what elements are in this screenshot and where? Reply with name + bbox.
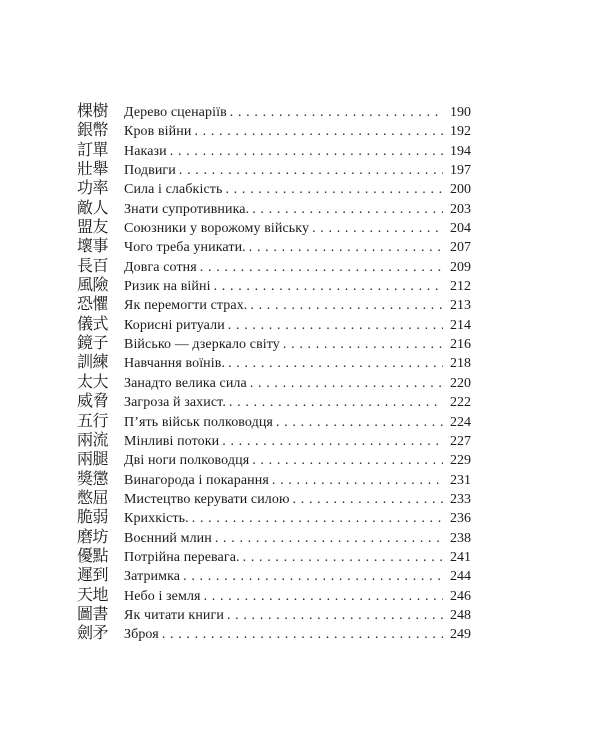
toc-entry-page-number: 207	[450, 240, 471, 256]
toc-entry-page-number: 213	[450, 298, 471, 314]
toc-entry-page-number: 200	[450, 182, 471, 198]
toc-dot-leader	[252, 200, 443, 219]
toc-dot-leader	[179, 161, 443, 180]
toc-dot-leader	[272, 471, 443, 490]
toc-entry-page-number: 246	[450, 588, 471, 604]
toc-entry-page-number: 236	[450, 511, 471, 527]
toc-entry-title: Воєнний млин	[124, 530, 212, 546]
toc-dot-leader	[227, 606, 443, 625]
toc-entry-title: Занадто велика сила	[124, 375, 247, 391]
toc-entry	[77, 198, 471, 217]
toc-entry-glyphs: 脆弱	[77, 507, 109, 527]
toc-entry-page-number: 214	[450, 317, 471, 333]
toc-dot-leader	[312, 219, 443, 238]
toc-dot-leader	[222, 432, 443, 451]
toc-entry-glyphs: 獎懲	[77, 468, 109, 488]
toc-entry-page-number: 227	[450, 433, 471, 449]
toc-dot-leader	[228, 354, 443, 373]
toc-entry-glyphs: 訓練	[77, 352, 109, 372]
toc-entry-title: Загроза й захист.	[124, 395, 226, 411]
toc-entry	[77, 585, 471, 604]
toc-dot-leader	[200, 258, 443, 277]
toc-entry-glyphs: 敵人	[77, 197, 109, 217]
toc-entry	[77, 449, 471, 468]
toc-dot-leader	[293, 490, 443, 509]
toc-entry-page-number: 216	[450, 337, 471, 353]
toc-entry-title: Винагорода і покарання	[124, 472, 269, 488]
toc-entry-glyphs: 棵樹	[77, 101, 109, 120]
toc-entry	[77, 217, 471, 236]
toc-dot-leader	[252, 451, 443, 470]
toc-dot-leader	[283, 335, 443, 354]
toc-entry	[77, 140, 471, 159]
toc-entry-glyphs: 儀式	[77, 313, 109, 333]
toc-entry-glyphs: 太大	[77, 371, 109, 391]
toc-entry-glyphs: 盟友	[77, 217, 109, 237]
toc-dot-leader	[214, 277, 443, 296]
toc-entry-glyphs: 恐懼	[77, 294, 109, 314]
toc-entry-page-number: 203	[450, 201, 471, 217]
toc-dot-leader	[229, 393, 443, 412]
toc-entry-title: Союзники у ворожому війську	[124, 221, 310, 237]
toc-entry	[77, 604, 471, 623]
toc-entry	[77, 391, 471, 410]
toc-entry-title: Зброя	[124, 627, 159, 643]
toc-entry-page-number: 204	[450, 221, 471, 237]
toc-dot-leader	[162, 625, 443, 644]
toc-entry-glyphs: 優點	[77, 545, 109, 565]
toc-entry	[77, 469, 471, 488]
toc-entry-title: Військо — дзеркало світу	[124, 337, 280, 353]
toc-entry-glyphs: 鏡子	[77, 333, 109, 353]
toc-entry	[77, 507, 471, 526]
toc-entry-title: Мистецтво керувати силою	[124, 491, 290, 507]
table-of-contents	[77, 101, 471, 643]
toc-entry-page-number: 238	[450, 530, 471, 546]
toc-entry	[77, 236, 471, 255]
toc-entry	[77, 488, 471, 507]
toc-entry-title: Сила і слабкість	[124, 182, 223, 198]
toc-entry-title: Корисні ритуали	[124, 317, 225, 333]
toc-entry-glyphs: 壯舉	[77, 159, 109, 179]
toc-entry-page-number: 194	[450, 143, 471, 159]
toc-dot-leader	[192, 509, 443, 528]
toc-entry-title: Довга сотня	[124, 259, 197, 275]
toc-entry-page-number: 224	[450, 414, 471, 430]
toc-dot-leader	[228, 316, 443, 335]
toc-entry-page-number: 218	[450, 356, 471, 372]
toc-entry-glyphs: 壞事	[77, 236, 109, 256]
toc-entry-glyphs: 兩腿	[77, 449, 109, 469]
toc-entry-page-number: 220	[450, 375, 471, 391]
toc-entry-page-number: 229	[450, 453, 471, 469]
toc-dot-leader	[170, 142, 443, 161]
toc-entry	[77, 430, 471, 449]
toc-entry-title: Дерево сценаріїв	[124, 105, 227, 120]
toc-entry-glyphs: 威脅	[77, 391, 109, 411]
toc-entry-title: Знати супротивника.	[124, 201, 250, 217]
toc-dot-leader	[250, 296, 443, 315]
toc-dot-leader	[194, 122, 443, 141]
toc-entry-title: Чого треба уникати.	[124, 240, 246, 256]
toc-entry	[77, 294, 471, 313]
toc-entry-glyphs: 訂單	[77, 139, 109, 159]
toc-entry-glyphs: 遲到	[77, 565, 109, 585]
toc-entry-title: Навчання воїнів.	[124, 356, 226, 372]
toc-dot-leader	[249, 238, 443, 257]
toc-dot-leader	[243, 548, 443, 567]
toc-entry	[77, 546, 471, 565]
toc-entry-page-number: 249	[450, 627, 471, 643]
toc-entry	[77, 411, 471, 430]
toc-entry-glyphs: 風險	[77, 275, 109, 295]
toc-entry-title: Як читати книги	[124, 607, 224, 623]
toc-dot-leader	[215, 529, 443, 548]
toc-entry-page-number: 233	[450, 491, 471, 507]
toc-entry	[77, 120, 471, 139]
toc-entry	[77, 178, 471, 197]
toc-entry-title: Накази	[124, 143, 167, 159]
toc-entry	[77, 372, 471, 391]
toc-entry	[77, 101, 471, 120]
toc-entry-title: Подвиги	[124, 163, 176, 179]
toc-entry-page-number: 212	[450, 279, 471, 295]
toc-entry-title: Ризик на війні	[124, 279, 211, 295]
toc-entry	[77, 159, 471, 178]
toc-entry	[77, 256, 471, 275]
toc-entry	[77, 565, 471, 584]
toc-entry-page-number: 197	[450, 163, 471, 179]
toc-entry-glyphs: 磨坊	[77, 526, 109, 546]
toc-entry-title: П’ять військ полководця	[124, 414, 273, 430]
toc-entry-title: Мінливі потоки	[124, 433, 220, 449]
toc-entry	[77, 352, 471, 371]
toc-entry	[77, 275, 471, 294]
toc-dot-leader	[250, 374, 443, 393]
toc-entry-title: Як перемогти страх.	[124, 298, 248, 314]
toc-entry	[77, 623, 471, 642]
toc-entry-page-number: 192	[450, 124, 471, 140]
toc-entry-glyphs: 長百	[77, 255, 109, 275]
toc-entry	[77, 314, 471, 333]
toc-entry-glyphs: 功率	[77, 178, 109, 198]
toc-dot-leader	[276, 413, 443, 432]
toc-entry-title: Крихкість.	[124, 511, 189, 527]
toc-dot-leader	[225, 180, 443, 199]
toc-entry-title: Потрійна перевага.	[124, 549, 240, 565]
toc-entry-page-number: 209	[450, 259, 471, 275]
toc-entry-title: Дві ноги полководця	[124, 453, 250, 469]
toc-entry-glyphs: 圖書	[77, 603, 109, 623]
toc-entry-glyphs: 銀幣	[77, 120, 109, 140]
toc-entry	[77, 527, 471, 546]
toc-dot-leader	[183, 567, 443, 586]
toc-entry	[77, 333, 471, 352]
toc-entry-title: Затримка	[124, 569, 181, 585]
toc-entry-page-number: 241	[450, 549, 471, 565]
toc-entry-title: Небо і земля	[124, 588, 201, 604]
toc-entry-page-number: 190	[450, 105, 471, 120]
toc-entry-glyphs: 劍矛	[77, 623, 109, 643]
toc-entry-page-number: 222	[450, 395, 471, 411]
toc-entry-glyphs: 五行	[77, 410, 109, 430]
toc-entry-glyphs: 憋屈	[77, 487, 109, 507]
toc-entry-glyphs: 兩流	[77, 429, 109, 449]
toc-dot-leader	[230, 103, 443, 122]
toc-entry-title: Кров війни	[124, 124, 192, 140]
toc-entry-page-number: 248	[450, 607, 471, 623]
toc-entry-page-number: 244	[450, 569, 471, 585]
toc-dot-leader	[204, 587, 443, 606]
toc-entry-glyphs: 天地	[77, 584, 109, 604]
toc-entry-page-number: 231	[450, 472, 471, 488]
